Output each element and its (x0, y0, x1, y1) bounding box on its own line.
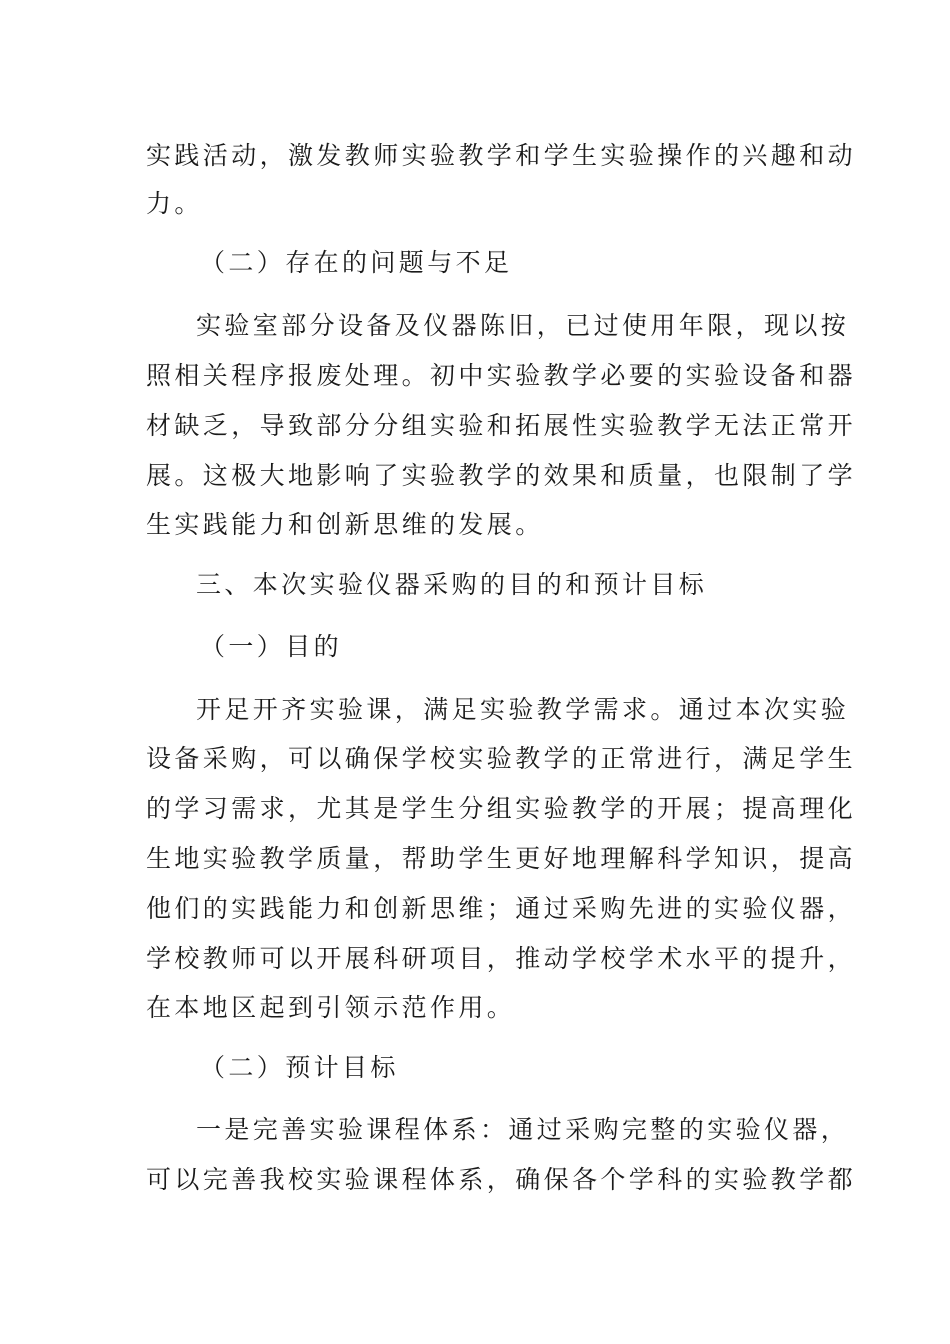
paragraph-line: 照相关程序报废处理。初中实验教学必要的实验设备和器 (146, 361, 857, 390)
paragraph-line: 他们的实践能力和创新思维；通过采购先进的实验仪器， (146, 894, 857, 923)
paragraph-line: 在本地区起到引领示范作用。 (146, 993, 516, 1022)
section-heading-problems: （二）存在的问题与不足 (200, 248, 513, 277)
section-heading-3: 三、本次实验仪器采购的目的和预计目标 (196, 570, 708, 599)
paragraph-line: 开足开齐实验课，满足实验教学需求。通过本次实验 (196, 695, 850, 724)
paragraph-line: 材缺乏，导致部分分组实验和拓展性实验教学无法正常开 (146, 411, 857, 440)
section-heading-goals: （二）预计目标 (200, 1053, 399, 1082)
paragraph-line: 可以完善我校实验课程体系，确保各个学科的实验教学都 (146, 1165, 857, 1194)
paragraph-line: 的学习需求，尤其是学生分组实验教学的开展；提高理化 (146, 794, 857, 823)
paragraph-line: 一是完善实验课程体系：通过采购完整的实验仪器， (196, 1115, 850, 1144)
paragraph-line: 实践活动，激发教师实验教学和学生实验操作的兴趣和动 (146, 141, 857, 170)
paragraph-line: 展。这极大地影响了实验教学的效果和质量，也限制了学 (146, 461, 857, 490)
paragraph-line: 力。 (146, 189, 203, 218)
paragraph-line: 实验室部分设备及仪器陈旧，已过使用年限，现以按 (196, 311, 850, 340)
paragraph-line: 设备采购，可以确保学校实验教学的正常进行，满足学生 (146, 744, 857, 773)
paragraph-line: 学校教师可以开展科研项目，推动学校学术水平的提升， (146, 944, 857, 973)
paragraph-line: 生实践能力和创新思维的发展。 (146, 510, 544, 539)
section-heading-purpose: （一）目的 (200, 632, 343, 661)
paragraph-line: 生地实验教学质量，帮助学生更好地理解科学知识，提高 (146, 844, 857, 873)
